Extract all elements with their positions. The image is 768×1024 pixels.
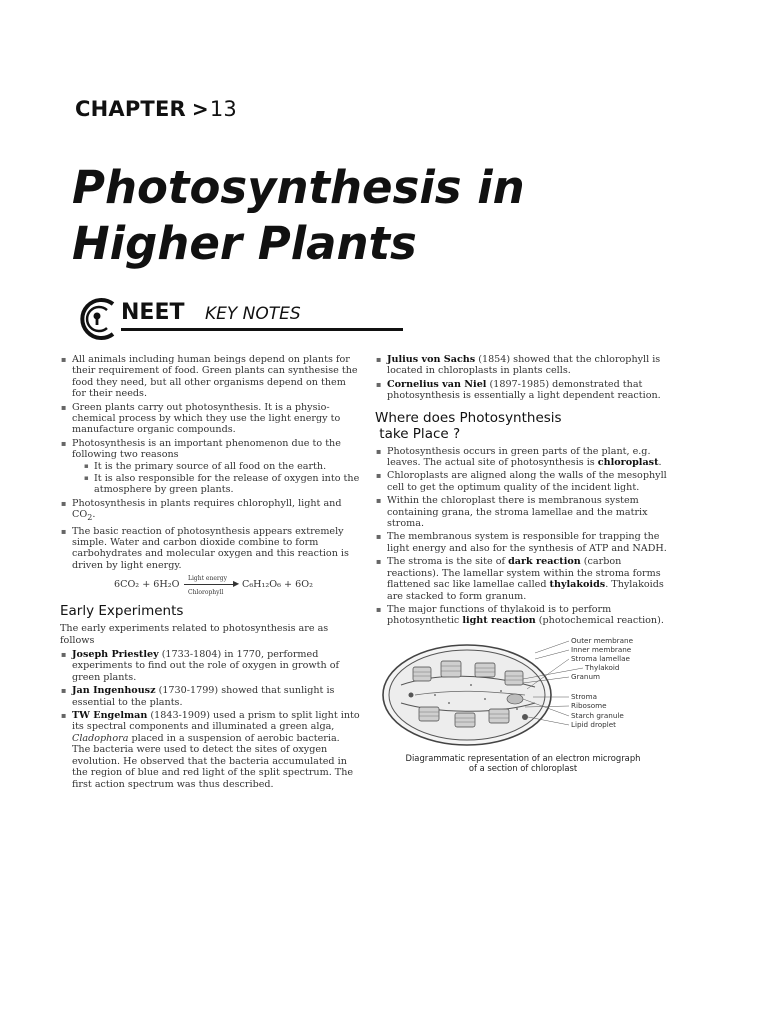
site-list	[375, 446, 671, 627]
right-column	[375, 354, 671, 773]
reaction-arrow	[184, 573, 242, 595]
equation-products: C₆H₁₂O₆ + 6O₂	[242, 579, 313, 591]
list-item	[375, 556, 671, 602]
list-item-text: (photochemical reaction).	[535, 615, 664, 627]
sub-list-item: ▪ It is also responsible for the release of oxygen into the atmosphere by green plants.	[72, 473, 360, 496]
list-item-text: The stroma is the site of	[387, 556, 509, 568]
scientist-name: Julius von Sachs	[387, 354, 476, 365]
list-item: ▪ Chloroplasts are aligned along the walls of the mesophyll cell to get the optimum quality of the incident light.	[375, 470, 671, 493]
arrow-condition-bottom: Chlorophyll	[188, 589, 224, 597]
diagram-caption	[375, 753, 671, 773]
diagram-label: Ribosome	[571, 700, 607, 710]
bold-term: thylakoids	[549, 579, 606, 591]
list-item-text: (1733-1804) in 1770, performed experiments to find out the role of oxygen in growth of green plants.	[72, 649, 340, 683]
diagram-label: Inner membrane	[571, 644, 632, 654]
caption-line-1: Diagrammatic representation of an electron micrograph	[405, 752, 641, 763]
bold-term: light reaction	[462, 615, 536, 627]
section-heading-early-experiments: Early Experiments	[60, 603, 184, 620]
photosynthesis-equation	[60, 573, 360, 595]
banner-underline	[121, 328, 403, 331]
bold-term: chloroplast	[597, 457, 659, 469]
list-item-text: (1843-1909) used a prism to split light into its spectral components and illuminated a green alga,	[72, 710, 360, 733]
left-column	[60, 354, 360, 792]
chloroplast-illustration	[375, 633, 671, 751]
scientists-list	[375, 354, 671, 402]
list-item: ▪ The basic reaction of photosynthesis appears extremely simple. Water and carbon dioxide combine to form carbohydrates and molecular oxygen and this reaction is driven by light energy.	[60, 526, 360, 572]
key-notes-label: KEY NOTES	[205, 304, 301, 324]
species-name: Cladophora	[72, 732, 129, 744]
heading-line-2: take Place ?	[379, 425, 461, 442]
arrow-line	[184, 584, 236, 585]
early-experiments-intro: The early experiments related to photosynthesis are as follows	[60, 623, 329, 646]
page-title: Photosynthesis in Higher Plants	[72, 161, 525, 270]
list-item: ▪ All animals including human beings depend on plants for their requirement of food. Green plants can synthesise the food they need, but all other organisms depend on them for their needs.	[60, 354, 360, 400]
chapter-label: CHAPTER	[75, 97, 186, 121]
neet-label: NEET	[121, 300, 185, 325]
list-item-text: (1854) showed that the chlorophyll is located in chloroplasts in plants cells.	[387, 354, 661, 377]
list-item	[375, 379, 671, 402]
heading-line-1: Where does Photosynthesis	[375, 409, 562, 426]
list-item-text: (carbon reactions). The lamellar system within the stroma forms flattened sac like lamellae called	[387, 556, 661, 591]
neet-key-notes-banner	[73, 296, 343, 342]
neet-logo-icon	[73, 296, 123, 342]
diagram-label: Stroma lamellae	[571, 653, 630, 663]
list-item	[60, 685, 360, 708]
diagram-label: Granum	[571, 671, 601, 681]
list-item	[375, 446, 671, 469]
list-item-text: . Thylakoids are stacked to form granum.	[387, 579, 664, 602]
list-item-text: The major functions of thylakoid is to perform photosynthetic	[387, 603, 612, 627]
list-item	[60, 649, 360, 683]
list-item: ▪ Green plants carry out photosynthesis. It is a physio-chemical process by which they use the light energy to manufacture organic compounds.	[60, 402, 360, 436]
scientist-name: TW Engelman	[72, 710, 148, 722]
list-item-text: (1897-1985) demonstrated that photosynthesis is essentially a light dependent reaction.	[387, 378, 661, 402]
list-item: ▪ The membranous system is responsible for trapping the light energy and also for the synthesis of ATP and NADH.	[375, 531, 671, 554]
bold-term: dark reaction	[508, 556, 581, 568]
list-item-text: (1730-1799) showed that sunlight is essential to the plants.	[72, 685, 335, 708]
list-item	[60, 710, 360, 790]
experiments-list	[60, 649, 360, 790]
subscript: 2	[87, 513, 93, 523]
list-item-text: Photosynthesis is an important phenomenon due to the following two reasons	[72, 437, 341, 461]
list-item	[60, 438, 360, 496]
diagram-label: Thylakoid	[585, 662, 620, 672]
list-item-text: placed in a suspension of aerobic bacteria. The bacteria were used to detect the sites of oxygen evolution. He observed that the bacteria accumulated in the region of blue and red light of the split spectrum. The first action spectrum was thus described.	[72, 732, 354, 790]
list-item-text: .	[92, 509, 96, 521]
scientist-name: Cornelius van Niel	[387, 378, 487, 390]
list-item-text: .	[658, 457, 662, 469]
reasons-sublist	[72, 461, 360, 496]
arrow-condition-top: Light energy	[188, 575, 227, 583]
diagram-label: Starch granule	[571, 710, 624, 720]
list-item-text: Photosynthesis occurs in green parts of the plant, e.g. leaves. The actual site of photosynthesis is	[387, 445, 651, 469]
sub-list-item: ▪ It is the primary source of all food on the earth.	[72, 461, 360, 472]
list-item-text: Photosynthesis in plants requires chlorophyll, light and CO	[72, 497, 342, 521]
diagram-label: Lipid droplet	[571, 719, 616, 729]
arrow-right-icon: ▶	[233, 579, 240, 589]
chapter-number: 13	[209, 97, 237, 121]
list-item	[375, 354, 671, 377]
equation-reactants: 6CO₂ + 6H₂O	[114, 579, 180, 591]
caption-line-2: of a section of chloroplast	[468, 762, 578, 773]
chapter-heading	[75, 97, 237, 121]
scientist-name: Jan Ingenhousz	[72, 685, 156, 697]
intro-list	[60, 354, 360, 571]
list-item	[375, 604, 671, 627]
scientist-name: Joseph Priestley	[72, 649, 159, 661]
diagram-label: Stroma	[571, 691, 597, 701]
chevron-right-icon: >	[191, 97, 209, 121]
section-heading-where	[375, 410, 671, 442]
list-item: ▪ Within the chloroplast there is membranous system containing grana, the stroma lamellae and the matrix stroma.	[375, 495, 671, 529]
diagram-label: Outer membrane	[571, 635, 634, 645]
chloroplast-diagram	[375, 633, 671, 751]
list-item	[60, 498, 360, 524]
